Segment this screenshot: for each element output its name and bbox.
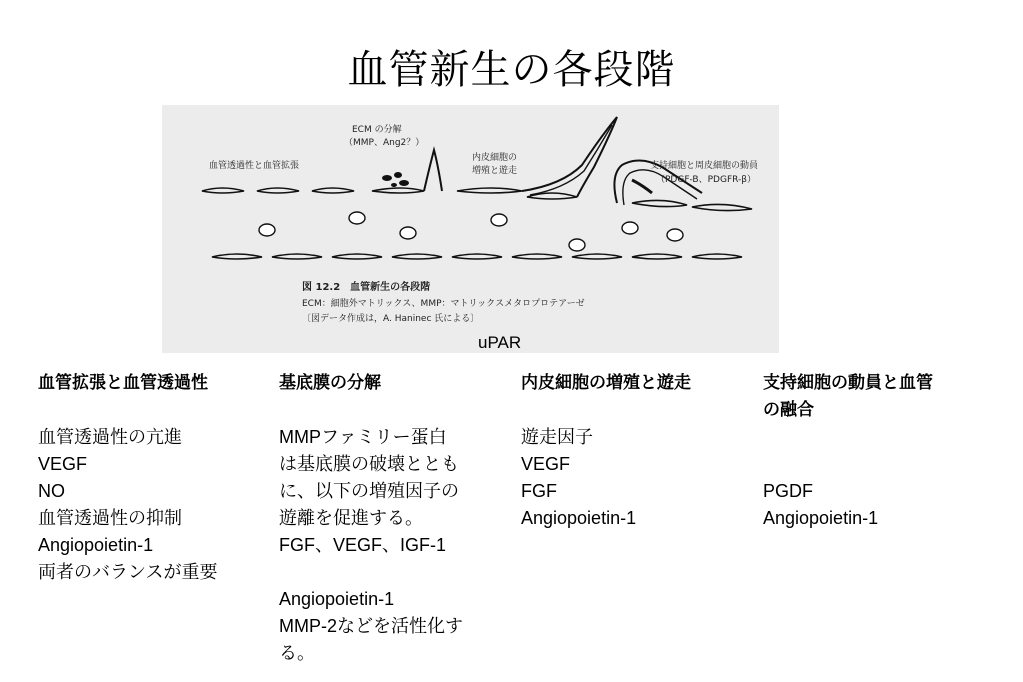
caption-line1: ECM：細胞外マトリックス、MMP：マトリックスメタロプロテアーゼ [302,299,585,309]
list-item: 遊離を促進する。 [279,508,423,528]
angiogenesis-figure [162,105,779,353]
column-heading: 血管拡張と血管透過性 [38,373,208,393]
column-endothelial [521,370,756,532]
list-item: MMPファミリー蛋白 [279,427,447,447]
label-mobilization: 支持細胞と周皮細胞の動員 [650,161,759,171]
list-item: Angiopoietin-1 [38,535,154,555]
column-heading-line2: の融合 [763,400,814,420]
list-item: に、以下の増殖因子の [279,481,459,501]
list-item: 両者のバランスが重要 [38,562,218,582]
ecm-debris [382,172,409,187]
list-item: VEGF [521,454,571,474]
list-item: 血管透過性の亢進 [38,427,182,447]
caption-line2: 〔図データ作成は，A. Haninec 氏による〕 [302,314,480,324]
column-heading: 内皮細胞の増殖と遊走 [521,373,691,393]
label-ecm-sub: （MMP、Ang2？） [344,138,425,148]
caption-title: 図 12.2 血管新生の各段階 [302,282,431,293]
figure-diagram [162,105,779,353]
spacer [279,559,509,586]
upar-label: uPAR [478,333,522,352]
list-item: MMP-2などを活性化す [279,616,463,636]
list-item: 遊走因子 [521,427,593,447]
upper-wall-cells [202,188,752,211]
column-heading-line1: 支持細胞の動員と血管 [763,373,933,393]
sprout-long [522,117,617,197]
slide-title: 血管新生の各段階 [347,47,676,93]
column-mobilization [763,370,1003,532]
label-proliferation-2: 増殖と遊走 [472,166,518,176]
label-proliferation-1: 内皮細胞の [472,153,518,163]
list-item: は基底膜の破壊ととも [279,454,459,474]
list-item: る。 [279,643,315,663]
column-basement-membrane [279,370,509,667]
lower-wall-cells [212,254,742,259]
blood-cells [259,212,683,251]
column-permeability [38,370,273,586]
sprout-small [424,150,442,191]
list-item: Angiopoietin-1 [521,508,637,528]
list-item: FGF、VEGF、IGF-1 [279,535,447,555]
column-heading: 基底膜の分解 [279,373,381,393]
list-item: FGF [521,481,557,501]
label-permeability: 血管透過性と血管拡張 [209,161,300,171]
list-item: 血管透過性の抑制 [38,508,182,528]
spacer [763,451,1003,478]
list-item: Angiopoietin-1 [279,589,395,609]
list-item: PGDF [763,481,814,501]
list-item: NO [38,481,65,501]
list-item: Angiopoietin-1 [763,508,879,528]
list-item: VEGF [38,454,88,474]
column-heading [763,370,1003,424]
spacer [763,424,1003,451]
label-mobilization-sub: （PDGF-B、PDGFR-β） [656,175,756,185]
label-ecm: ECM の分解 [352,125,402,135]
